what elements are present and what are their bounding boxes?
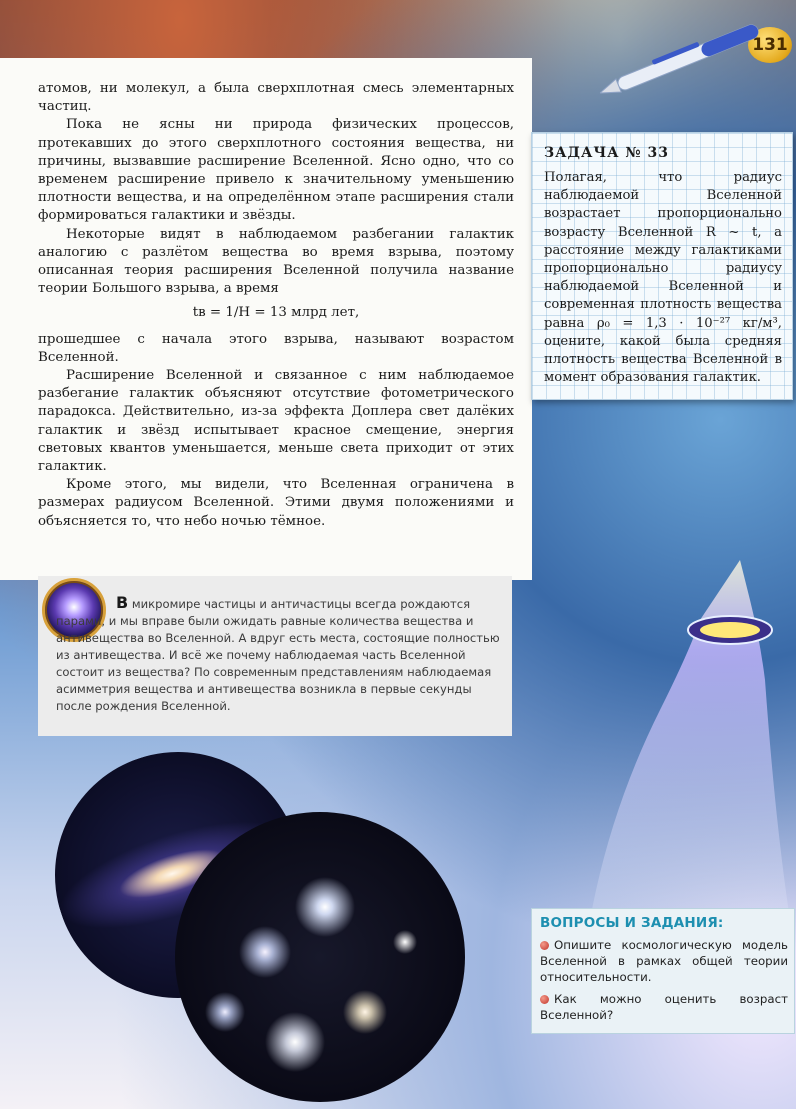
question-item [540,937,788,985]
paragraph: Пока не ясны ни природа физических процессов, протекавших до этого сверхплотного состояния вещества, ни причины, вызвавшие расширение Вселенной. Ясно одно, что со временем расширение привело к значительному уменьшению плотности вещества, и на определённом этапе расширения стали формироваться галактики и звёзды. [38,117,514,224]
sidebar-body: микромире частицы и античастицы всегда рождаются парами, и мы вправе были ожидать равные количества вещества и антивещества во Вселенной. А вдруг есть места, состоящие полностью из антивещества. И всё же почему наблюдаемая часть Вселенной состоит из вещества? По современным представлениям наблюдаемая асимметрия вещества и антивещества возникла в первые секунды после рождения Вселенной. [56,597,500,713]
galaxies-cluster-image [175,812,465,1102]
task-box [531,132,793,400]
sidebar-text [56,594,506,715]
paragraph: прошедшее с начала этого взрыва, называют возрастом Вселенной. [38,331,514,365]
main-text [38,80,514,531]
paragraph: атомов, ни молекул, а была сверхплотная смесь элементарных частиц. [38,81,514,115]
question-item [540,991,788,1023]
universe-expansion-illustration [590,560,790,920]
questions-box [531,908,795,1034]
formula: tв = 1/H = 13 млрд лет, [192,305,360,321]
sidebar-lead-letter: В [116,593,129,612]
question-text: Как можно оценить возраст Вселенной? [540,992,788,1022]
paragraph: Некоторые видят в наблюдаемом разбегании галактик аналогию с разлётом вещества во время взрыва, поэтому описанная теория расширения Вселенной получила название теории Большого взрыва, а время [38,226,514,297]
questions-title: ВОПРОСЫ И ЗАДАНИЯ: [540,915,724,931]
paragraph: Расширение Вселенной и связанное с ним наблюдаемое разбегание галактик объясняют отсутствие фотометрического парадокса. Действительно, из-за эффекта Доплера свет далёких галактик и звёзд испытывает красное смещение, энергия световых квантов уменьшается, меньше света приходит от этих галактик. [38,368,514,475]
bullet-icon [540,995,549,1004]
bullet-icon [540,941,549,950]
question-text: Опишите космологическую модель Вселенной в рамках общей теории относительности. [540,938,788,984]
task-text: Полагая, что радиус наблюдаемой Вселенной возрастает пропорционально возрасту Вселенной R ~ t, а расстояние между галактиками пропорционально радиусу наблюдаемой Вселенной и современная плотность вещества равна ρ₀ = 1,3 · 10⁻²⁷ кг/м³, оцените, какой была средняя плотность вещества Вселенной в момент образования галактик. [544,170,782,386]
task-title: ЗАДАЧА № 33 [544,145,669,161]
paragraph: Кроме этого, мы видели, что Вселенная ограничена в размерах радиусом Вселенной. Этими двумя положениями и объясняется то, что небо ночью тёмное. [38,477,514,529]
page-number: 131 [748,27,792,63]
